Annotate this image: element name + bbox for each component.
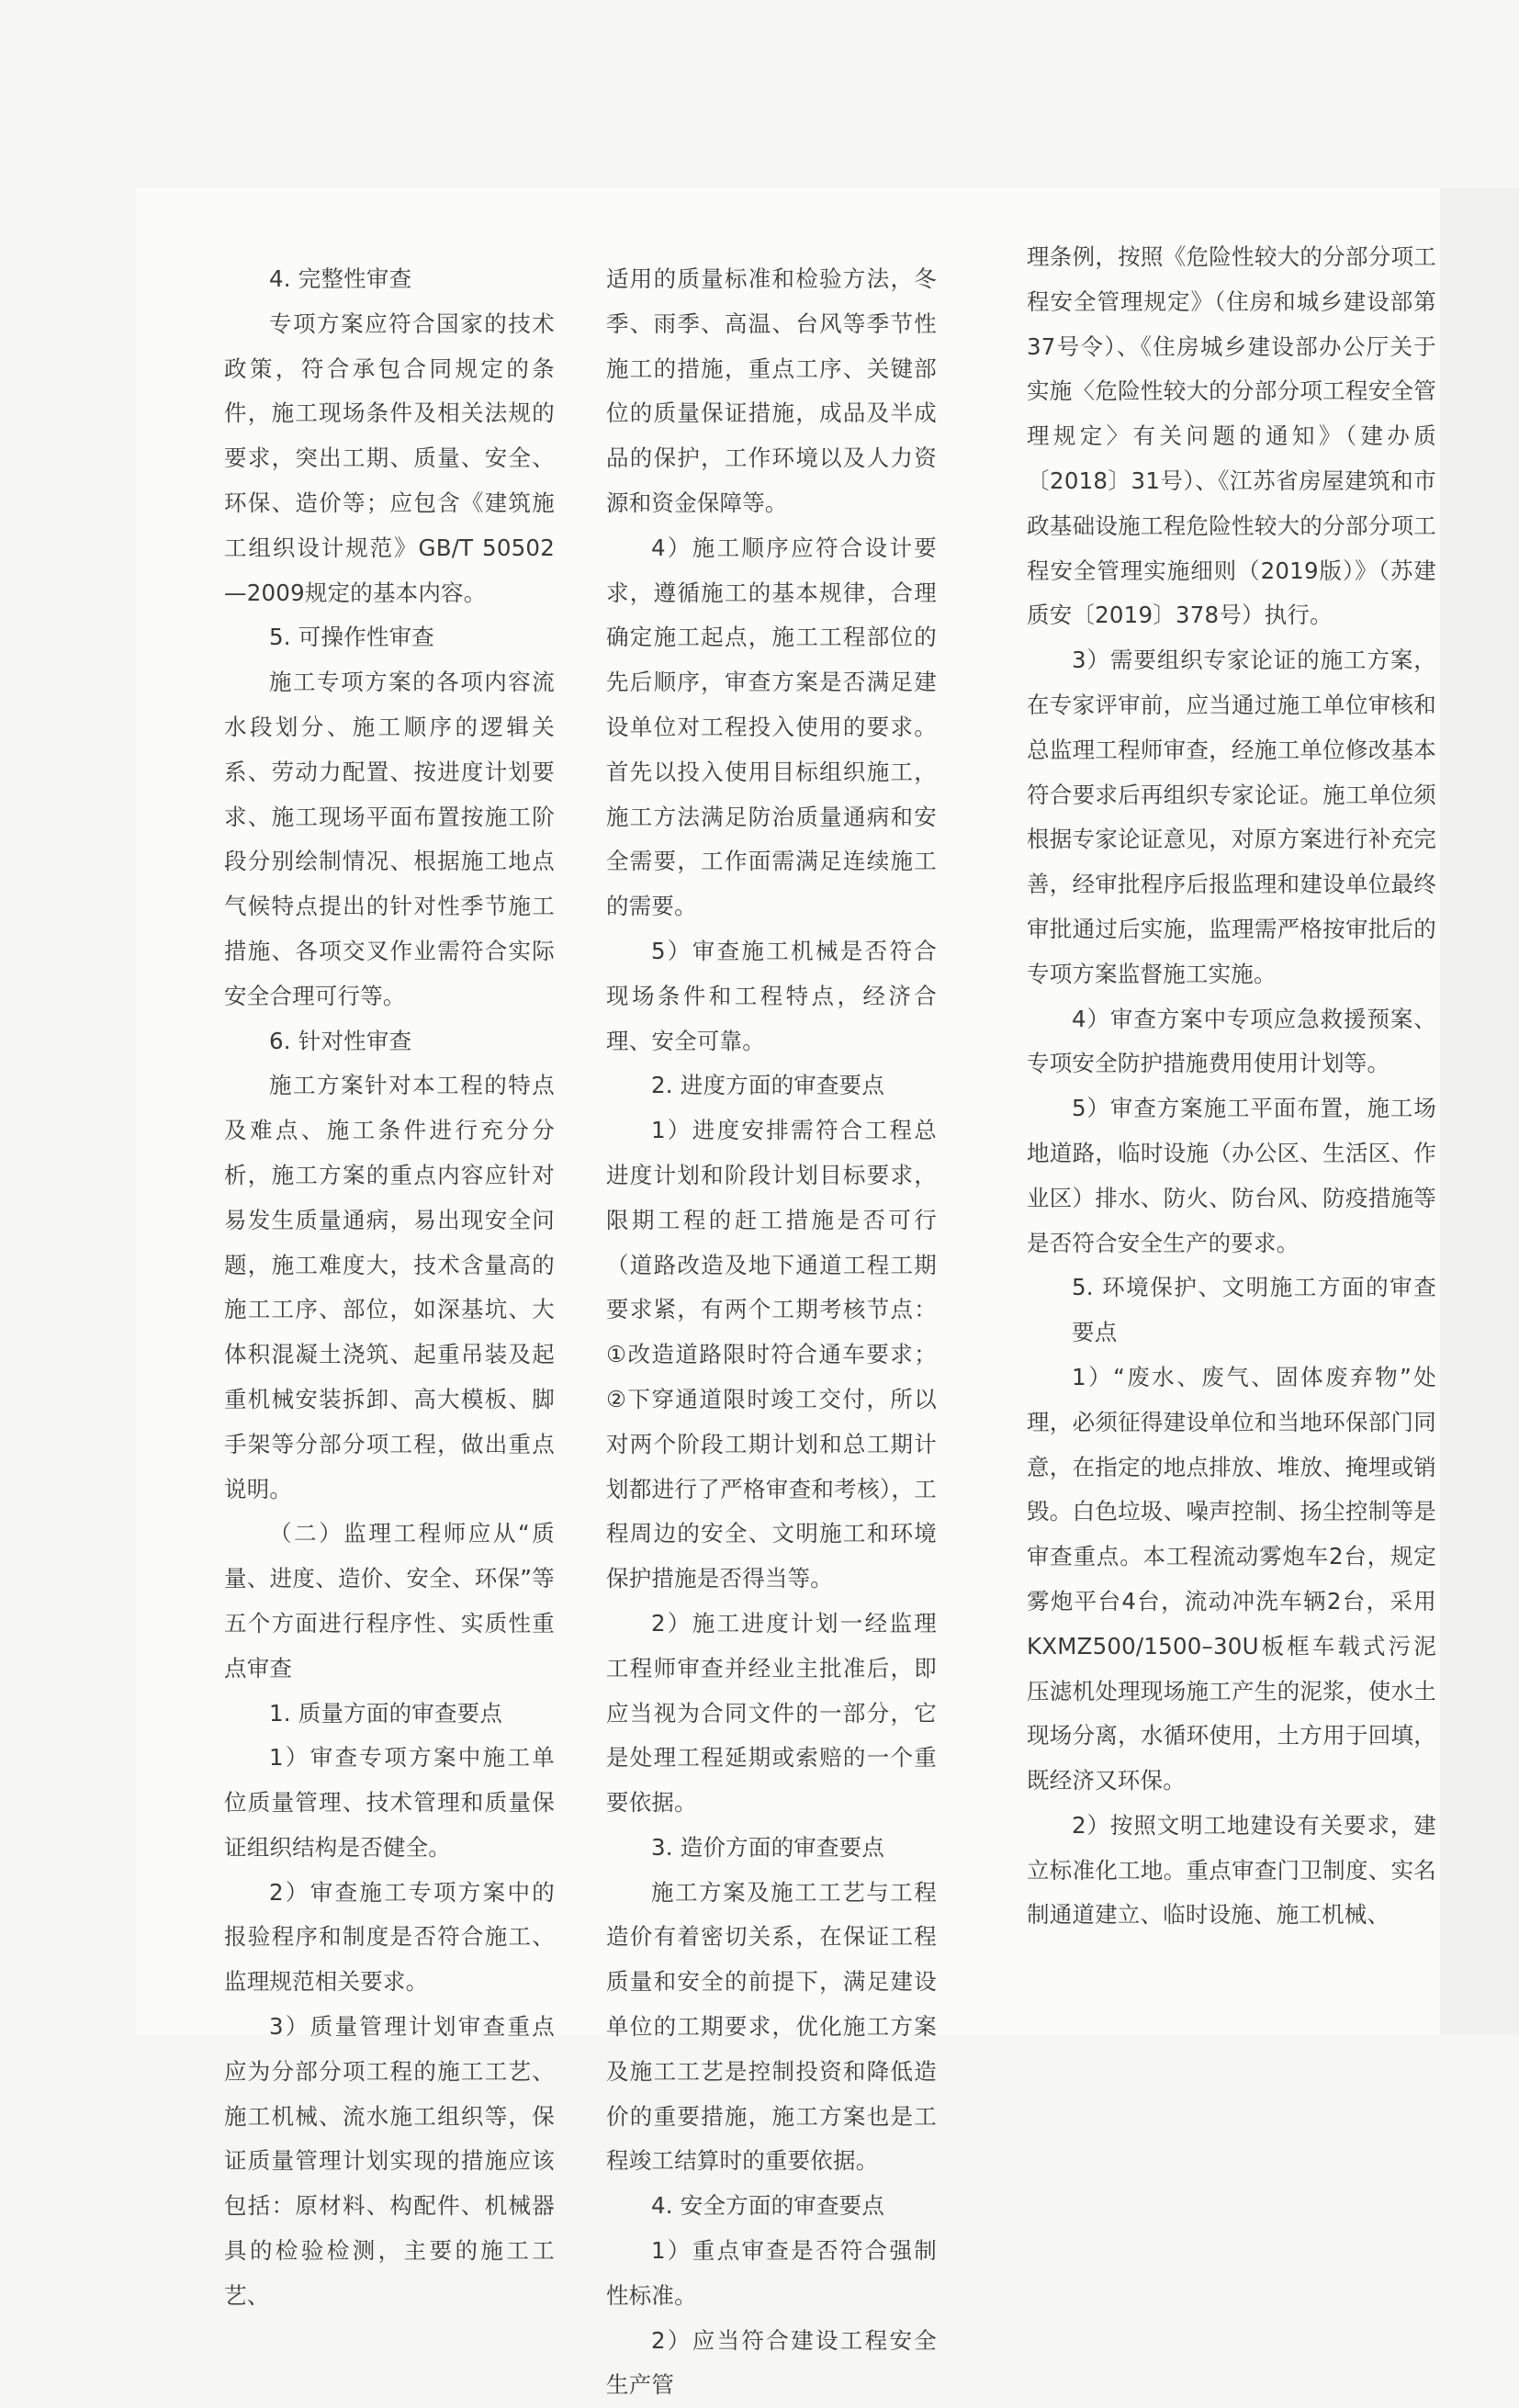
paragraph: 3）质量管理计划审查重点应为分部分项工程的施工工艺、施工机械、流水施工组织等，保证质量管理计划实现的措施应该包括：原材料、构配件、机械器具的检验检测，主要的施工工艺、 (224, 2013, 555, 2309)
paragraph: 2）按照文明工地建设有关要求，建立标准化工地。重点审查门卫制度、实名制通道建立、临时设施、施工机械、 (1027, 1811, 1436, 1929)
paragraph: 1）重点审查是否符合强制性标准。 (606, 2237, 937, 2309)
section-heading: 2. 进度方面的审查要点 (651, 1072, 885, 1099)
section-heading: 4. 完整性审查 (269, 265, 412, 292)
section-heading: 3. 造价方面的审查要点 (651, 1833, 885, 1861)
paragraph: 1）“废水、废气、固体废弃物”处理，必须征得建设单位和当地环保部门同意，在指定的地点排放、堆放、掩埋或销毁。白色垃圾、噪声控制、扬尘控制等是审查重点。本工程流动雾炮车2台，规定雾炮平台4台，流动冲洗车辆2台，采用KXMZ500/1500–30U板框车载式污泥压滤机处理现场施工产生的泥浆，使水土现场分离，水循环使用，土方用于回填，既经济又环保。 (1027, 1363, 1436, 1795)
paragraph: 专项方案应符合国家的技术政策，符合承包合同规定的条件，施工现场条件及相关法规的要求，突出工期、质量、安全、环保、造价等；应包含《建筑施工组织设计规范》GB/T 50502—2009规定的基本内容。 (224, 309, 555, 606)
paragraph-continued: 适用的质量标准和检验方法，冬季、雨季、高温、台风等季节性施工的措施，重点工序、关键部位的质量保证措施，成品及半成品的保护，工作环境以及人力资源和资金保障等。 (606, 265, 937, 516)
paragraph: 5）审查施工机械是否符合现场条件和工程特点，经济合理、安全可靠。 (606, 937, 937, 1054)
section-heading: 5. 环境保护、文明施工方面的审查要点 (1072, 1274, 1436, 1346)
paragraph: 2）施工进度计划一经监理工程师审查并经业主批准后，即应当视为合同文件的一部分，它是处理工程延期或索赔的一个重要依据。 (606, 1609, 937, 1817)
paragraph: 3）需要组织专家论证的施工方案，在专家评审前，应当通过施工单位审核和总监理工程师审查，经施工单位修改基本符合要求后再组织专家论证。施工单位须根据专家论证意见，对原方案进行补充完善，经审批程序后报监理和建设单位最终审批通过后实施，监理需严格按审批后的专项方案监督施工实施。 (1027, 647, 1436, 987)
text-column-3 (1027, 235, 1436, 1938)
page-edge-shadow (1440, 188, 1519, 2034)
section-heading: 4. 安全方面的审查要点 (651, 2192, 885, 2220)
paragraph: 施工方案针对本工程的特点及难点、施工条件进行充分分析，施工方案的重点内容应针对易发生质量通病，易出现安全问题，施工难度大，技术含量高的施工工序、部位，如深基坑、大体积混凝土浇筑、起重吊装及起重机械安装拆卸、高大模板、脚手架等分部分项工程，做出重点说明。 (224, 1072, 555, 1502)
paragraph: 施工方案及施工工艺与工程造价有着密切关系，在保证工程质量和安全的前提下，满足建设单位的工期要求，优化施工方案及施工工艺是控制投资和降低造价的重要措施，施工方案也是工程竣工结算时的重要依据。 (606, 1878, 937, 2175)
paragraph: 4）施工顺序应符合设计要求，遵循施工的基本规律，合理确定施工起点，施工工程部位的先后顺序，审查方案是否满足建设单位对工程投入使用的要求。首先以投入使用目标组织施工，施工方法满足防治质量通病和安全需要，工作面需满足连续施工的需要。 (606, 534, 937, 920)
paragraph: 4）审查方案中专项应急救援预案、专项安全防护措施费用使用计划等。 (1027, 1005, 1436, 1077)
section-heading: 6. 针对性审查 (269, 1027, 412, 1054)
paragraph: 5）审查方案施工平面布置，施工场地道路，临时设施（办公区、生活区、作业区）排水、防火、防台风、防疫措施等是否符合安全生产的要求。 (1027, 1095, 1436, 1256)
paragraph-continued: 理条例，按照《危险性较大的分部分项工程安全管理规定》（住房和城乡建设部第37号令）、《住房城乡建设部办公厅关于实施〈危险性较大的分部分项工程安全管理规定〉有关问题的通知》（建办质〔2018〕31号）、《江苏省房屋建筑和市政基础设施工程危险性较大的分部分项工程安全管理实施细则（2019版）》（苏建质安〔2019〕378号）执行。 (1027, 243, 1436, 629)
paragraph: 2）审查施工专项方案中的报验程序和制度是否符合施工、监理规范相关要求。 (224, 1878, 555, 1996)
paragraph: 1）进度安排需符合工程总进度计划和阶段计划目标要求，限期工程的赶工措施是否可行（道路改造及地下通道工程工期要求紧，有两个工期考核节点：①改造道路限时符合通车要求；②下穿通道限时竣工交付，所以对两个阶段工期计划和总工期计划都进行了严格审查和考核），工程周边的安全、文明施工和环境保护措施是否得当等。 (606, 1117, 937, 1592)
paragraph: 施工专项方案的各项内容流水段划分、施工顺序的逻辑关系、劳动力配置、按进度计划要求、施工现场平面布置按施工阶段分别绘制情况、根据施工地点气候特点提出的针对性季节施工措施、各项交叉作业需符合实际安全合理可行等。 (224, 669, 555, 1009)
paragraph: 1）审查专项方案中施工单位质量管理、技术管理和质量保证组织结构是否健全。 (224, 1744, 555, 1861)
paragraph: 2）应当符合建设工程安全生产管 (606, 2326, 937, 2399)
section-heading: 1. 质量方面的审查要点 (269, 1699, 503, 1727)
text-column-2 (606, 257, 937, 2408)
text-column-1 (224, 257, 555, 2319)
paragraph: （二）监理工程师应从“质量、进度、造价、安全、环保”等五个方面进行程序性、实质性重点审查 (224, 1520, 555, 1682)
section-heading: 5. 可操作性审查 (269, 624, 434, 651)
